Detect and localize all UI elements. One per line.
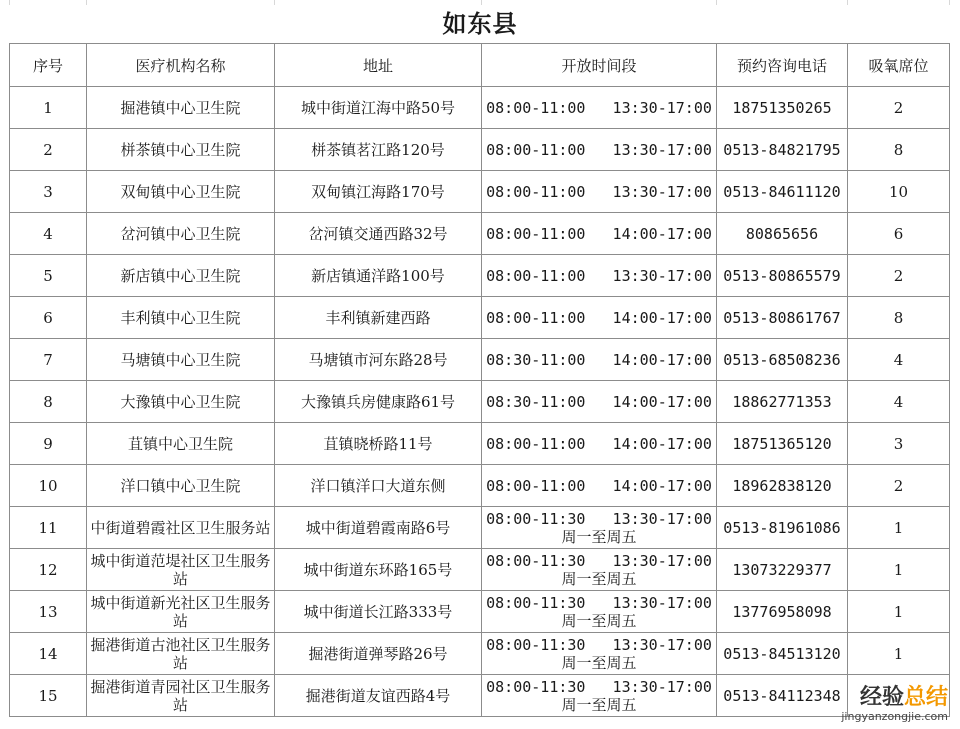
cell-name: 双甸镇中心卫生院 bbox=[87, 171, 275, 213]
table-row bbox=[10, 507, 950, 549]
cell-name: 掘港镇中心卫生院 bbox=[87, 87, 275, 129]
cell-address: 掘港街道友谊西路4号 bbox=[275, 675, 482, 717]
cell-no: 11 bbox=[10, 507, 87, 549]
cell-no: 1 bbox=[10, 87, 87, 129]
cell-phone: 0513-80865579 bbox=[717, 255, 848, 297]
cell-name: 丰利镇中心卫生院 bbox=[87, 297, 275, 339]
cell-hours: 08:30-11:00 14:00-17:00 bbox=[482, 381, 717, 423]
table-header-row bbox=[10, 44, 950, 87]
cell-address: 掘港街道弹琴路26号 bbox=[275, 633, 482, 675]
cell-name: 马塘镇中心卫生院 bbox=[87, 339, 275, 381]
cell-no: 12 bbox=[10, 549, 87, 591]
header-hours: 开放时间段 bbox=[482, 44, 717, 87]
table-row bbox=[10, 297, 950, 339]
cell-hours: 08:00-11:00 14:00-17:00 bbox=[482, 213, 717, 255]
cell-seats: 1 bbox=[848, 633, 950, 675]
header-name: 医疗机构名称 bbox=[87, 44, 275, 87]
cell-hours: 08:00-11:00 14:00-17:00 bbox=[482, 423, 717, 465]
table-row bbox=[10, 675, 950, 717]
cell-name: 苴镇中心卫生院 bbox=[87, 423, 275, 465]
cell-hours: 08:00-11:30 13:30-17:00周一至周五 bbox=[482, 633, 717, 675]
table-row bbox=[10, 381, 950, 423]
cell-seats: 4 bbox=[848, 381, 950, 423]
cell-seats: 10 bbox=[848, 171, 950, 213]
cell-hours: 08:00-11:30 13:30-17:00周一至周五 bbox=[482, 507, 717, 549]
cell-no: 2 bbox=[10, 129, 87, 171]
cell-address: 栟茶镇茗江路120号 bbox=[275, 129, 482, 171]
cell-no: 10 bbox=[10, 465, 87, 507]
cell-address: 苴镇晓桥路11号 bbox=[275, 423, 482, 465]
cell-seats: 8 bbox=[848, 129, 950, 171]
cell-phone: 0513-80861767 bbox=[717, 297, 848, 339]
cell-name: 岔河镇中心卫生院 bbox=[87, 213, 275, 255]
cell-hours: 08:00-11:00 14:00-17:00 bbox=[482, 297, 717, 339]
cell-address: 双甸镇江海路170号 bbox=[275, 171, 482, 213]
cell-address: 城中街道江海中路50号 bbox=[275, 87, 482, 129]
cell-no: 4 bbox=[10, 213, 87, 255]
header-no: 序号 bbox=[10, 44, 87, 87]
table-row bbox=[10, 591, 950, 633]
cell-address: 大豫镇兵房健康路61号 bbox=[275, 381, 482, 423]
cell-name: 城中街道范堤社区卫生服务站 bbox=[87, 549, 275, 591]
cell-address: 新店镇通洋路100号 bbox=[275, 255, 482, 297]
cell-name: 大豫镇中心卫生院 bbox=[87, 381, 275, 423]
cell-seats: 2 bbox=[848, 255, 950, 297]
cell-phone: 18962838120 bbox=[717, 465, 848, 507]
table-row bbox=[10, 465, 950, 507]
cell-seats: 4 bbox=[848, 339, 950, 381]
cell-no: 8 bbox=[10, 381, 87, 423]
cell-address: 城中街道东环路165号 bbox=[275, 549, 482, 591]
cell-seats: 1 bbox=[848, 591, 950, 633]
cell-phone: 0513-81961086 bbox=[717, 507, 848, 549]
cell-no: 13 bbox=[10, 591, 87, 633]
cell-hours: 08:00-11:00 13:30-17:00 bbox=[482, 171, 717, 213]
cell-hours: 08:00-11:30 13:30-17:00周一至周五 bbox=[482, 591, 717, 633]
table-row bbox=[10, 549, 950, 591]
watermark-brand-accent: 总结 bbox=[903, 685, 948, 710]
cell-seats: 6 bbox=[848, 213, 950, 255]
clinic-table bbox=[9, 43, 950, 717]
cell-phone: 80865656 bbox=[717, 213, 848, 255]
cell-address: 丰利镇新建西路 bbox=[275, 297, 482, 339]
cell-phone: 18862771353 bbox=[717, 381, 848, 423]
table-row bbox=[10, 213, 950, 255]
cell-name: 城中街道新光社区卫生服务站 bbox=[87, 591, 275, 633]
cell-name: 新店镇中心卫生院 bbox=[87, 255, 275, 297]
cell-seats: 8 bbox=[848, 297, 950, 339]
page-title: 如东县 bbox=[442, 9, 518, 38]
header-seats: 吸氧席位 bbox=[848, 44, 950, 87]
cell-address: 马塘镇市河东路28号 bbox=[275, 339, 482, 381]
table-row bbox=[10, 339, 950, 381]
cell-name: 掘港街道古池社区卫生服务站 bbox=[87, 633, 275, 675]
cell-address: 城中街道碧霞南路6号 bbox=[275, 507, 482, 549]
cell-name: 洋口镇中心卫生院 bbox=[87, 465, 275, 507]
table-row bbox=[10, 633, 950, 675]
cell-hours: 08:00-11:00 14:00-17:00 bbox=[482, 465, 717, 507]
cell-seats: 3 bbox=[848, 423, 950, 465]
cell-phone: 0513-84513120 bbox=[717, 633, 848, 675]
header-phone: 预约咨询电话 bbox=[717, 44, 848, 87]
cell-address: 岔河镇交通西路32号 bbox=[275, 213, 482, 255]
cell-no: 5 bbox=[10, 255, 87, 297]
cell-phone: 0513-68508236 bbox=[717, 339, 848, 381]
cell-address: 城中街道长江路333号 bbox=[275, 591, 482, 633]
cell-phone: 13776958098 bbox=[717, 591, 848, 633]
cell-hours: 08:00-11:30 13:30-17:00周一至周五 bbox=[482, 675, 717, 717]
cell-no: 7 bbox=[10, 339, 87, 381]
cell-name: 中街道碧霞社区卫生服务站 bbox=[87, 507, 275, 549]
header-address: 地址 bbox=[275, 44, 482, 87]
cell-no: 3 bbox=[10, 171, 87, 213]
cell-seats: 2 bbox=[848, 87, 950, 129]
table-row bbox=[10, 423, 950, 465]
cell-hours: 08:00-11:00 13:30-17:00 bbox=[482, 129, 717, 171]
cell-address: 洋口镇洋口大道东侧 bbox=[275, 465, 482, 507]
cell-name: 栟茶镇中心卫生院 bbox=[87, 129, 275, 171]
watermark-brand: 经验 bbox=[859, 685, 904, 710]
cell-seats: 1 bbox=[848, 549, 950, 591]
cell-phone: 18751365120 bbox=[717, 423, 848, 465]
cell-no: 6 bbox=[10, 297, 87, 339]
cell-no: 14 bbox=[10, 633, 87, 675]
cell-no: 9 bbox=[10, 423, 87, 465]
cell-phone: 0513-84112348 bbox=[717, 675, 848, 717]
cell-phone: 13073229377 bbox=[717, 549, 848, 591]
cell-name: 掘港街道青园社区卫生服务站 bbox=[87, 675, 275, 717]
cell-seats: 1 bbox=[848, 507, 950, 549]
watermark-url: jingyanzongjie.com bbox=[841, 710, 948, 723]
cell-hours: 08:00-11:00 13:30-17:00 bbox=[482, 87, 717, 129]
table-row bbox=[10, 171, 950, 213]
cell-hours: 08:00-11:30 13:30-17:00周一至周五 bbox=[482, 549, 717, 591]
cell-hours: 08:30-11:00 14:00-17:00 bbox=[482, 339, 717, 381]
cell-phone: 0513-84611120 bbox=[717, 171, 848, 213]
table-row bbox=[10, 87, 950, 129]
table-row bbox=[10, 129, 950, 171]
cell-phone: 18751350265 bbox=[717, 87, 848, 129]
cell-hours: 08:00-11:00 13:30-17:00 bbox=[482, 255, 717, 297]
cell-seats bbox=[848, 675, 950, 717]
cell-seats: 2 bbox=[848, 465, 950, 507]
table-row bbox=[10, 255, 950, 297]
cell-phone: 0513-84821795 bbox=[717, 129, 848, 171]
cell-no: 15 bbox=[10, 675, 87, 717]
